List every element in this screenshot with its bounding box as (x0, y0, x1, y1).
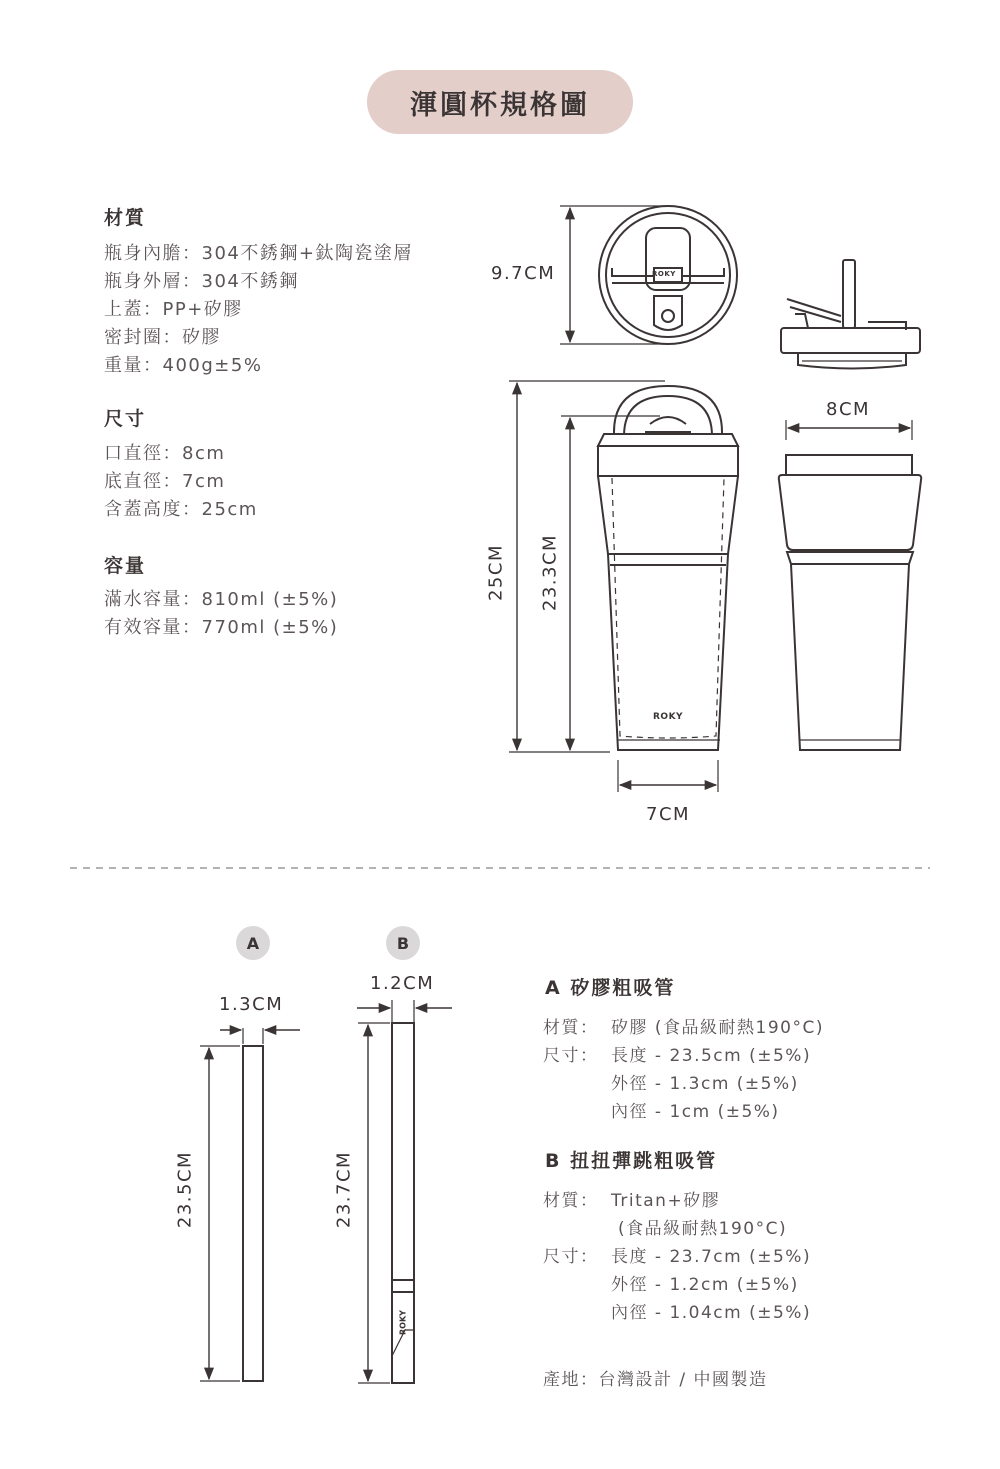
straw-a-material-label: 材質： (543, 1018, 599, 1038)
material-line: 重量：400g±5% (104, 355, 263, 376)
straw-b-size-line: 長度 - 23.7cm (±5%) (611, 1247, 812, 1267)
straw-a-size-line: 內徑 - 1cm (±5%) (611, 1102, 780, 1122)
straw-b-material-value: Tritan+矽膠 (611, 1191, 721, 1211)
straw-b-brand-logo: ROKY (398, 1310, 408, 1335)
straw-b-badge: B (386, 926, 420, 960)
straw-b-width-label: 1.2CM (370, 973, 435, 994)
material-line: 瓶身內膽：304不銹鋼+鈦陶瓷塗層 (104, 243, 413, 264)
lid-side-view (781, 260, 920, 369)
capacity-line: 有效容量：770ml (±5%) (104, 617, 339, 638)
straw-a-size-label: 尺寸： (543, 1046, 599, 1066)
material-heading: 材質 (104, 207, 147, 229)
page-title: 渾圓杯規格圖 (367, 70, 633, 134)
material-line: 上蓋：PP+矽膠 (104, 299, 243, 320)
origin-text: 產地：台灣設計 / 中國製造 (543, 1370, 768, 1390)
straw-b-material-label: 材質： (543, 1191, 599, 1211)
straw-b-length-label: 23.7CM (333, 1150, 355, 1229)
size-heading: 尺寸 (104, 408, 147, 430)
base-width-label: 7CM (646, 804, 691, 825)
capacity-line: 滿水容量：810ml (±5%) (104, 589, 339, 610)
straw-a-heading: A 矽膠粗吸管 (545, 977, 676, 999)
cup-side-view (779, 420, 921, 750)
straw-a-size-line: 外徑 - 1.3cm (±5%) (611, 1074, 799, 1094)
straw-b-size-line: 內徑 - 1.04cm (±5%) (611, 1303, 812, 1323)
size-line: 口直徑：8cm (104, 443, 226, 464)
size-line: 含蓋高度：25cm (104, 499, 258, 520)
mouth-width-label: 8CM (826, 399, 871, 420)
straw-a-drawing (200, 1028, 300, 1381)
lid-diameter-label: 9.7CM (491, 263, 556, 284)
lid-brand-logo: ROKY (652, 270, 676, 278)
lid-top-view (560, 206, 737, 344)
size-line: 底直徑：7cm (104, 471, 226, 492)
capacity-heading: 容量 (104, 555, 147, 577)
cup-brand-logo: ROKY (653, 712, 684, 722)
body-height-label: 23.3CM (539, 533, 561, 612)
straw-a-width-label: 1.3CM (219, 994, 284, 1015)
material-line: 瓶身外層：304不銹鋼 (104, 271, 299, 292)
straw-b-size-line: 外徑 - 1.2cm (±5%) (611, 1275, 799, 1295)
straw-b-size-label: 尺寸： (543, 1247, 599, 1267)
straw-a-badge: A (236, 926, 270, 960)
straw-a-material-value: 矽膠 (食品級耐熱190°C) (611, 1018, 824, 1038)
total-height-label: 25CM (485, 544, 507, 602)
material-line: 密封圈：矽膠 (104, 327, 221, 348)
straw-a-size-line: 長度 - 23.5cm (±5%) (611, 1046, 812, 1066)
straw-b-heading: B 扭扭彈跳粗吸管 (545, 1150, 718, 1172)
straw-b-material-value-2: (食品級耐熱190°C) (618, 1219, 788, 1239)
straw-a-length-label: 23.5CM (174, 1150, 196, 1229)
